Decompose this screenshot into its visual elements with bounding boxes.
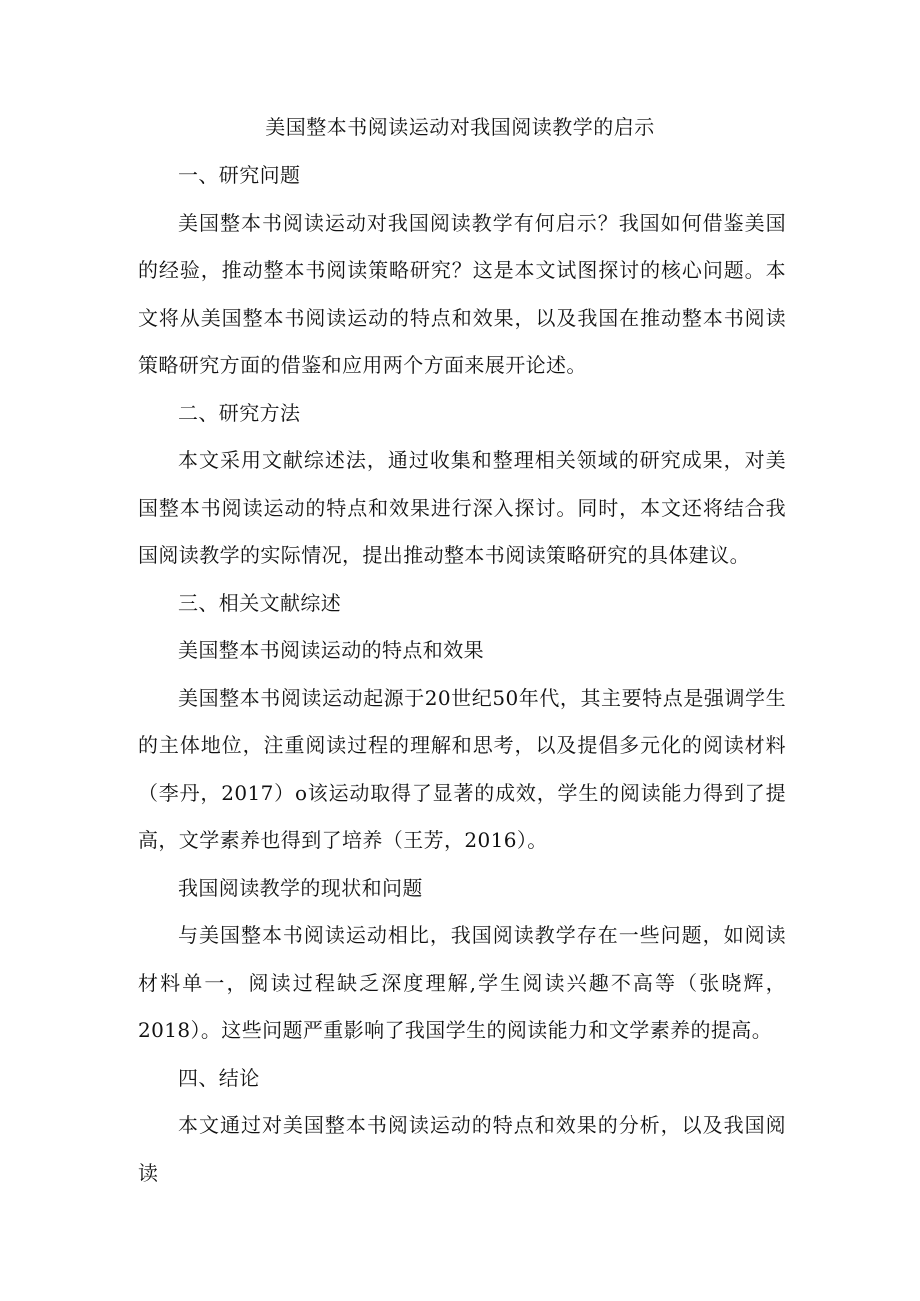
subheading-china-status: 我国阅读教学的现状和问题 — [178, 875, 423, 900]
paragraph-us-movement: 美国整本书阅读运动起源于20世纪50年代，其主要特点是强调学生的主体地位，注重阅读过程的理解和思考，以及提倡多元化的阅读材料（李丹，2017）o该运动取得了显著的成效，学生的阅读能力得到了提高，文学素养也得到了培养（王芳，2016）。 — [138, 685, 786, 852]
section-heading-conclusion: 四、结论 — [178, 1065, 260, 1090]
subheading-us-movement: 美国整本书阅读运动的特点和效果 — [178, 638, 484, 662]
paragraph-china-status: 与美国整本书阅读运动相比，我国阅读教学存在一些问题，如阅读材料单一，阅读过程缺乏深度理解,学生阅读兴趣不高等（张晓辉，2018）。这些问题严重影响了我国学生的阅读能力和文学素养的提高。 — [138, 923, 786, 1042]
section-heading-research-method: 二、研究方法 — [178, 400, 301, 425]
section-heading-research-question: 一、研究问题 — [178, 163, 301, 187]
paragraph-conclusion: 本文通过对美国整本书阅读运动的特点和效果的分析，以及我国阅读 — [138, 1113, 786, 1185]
paragraph-research-question: 美国整本书阅读运动对我国阅读教学有何启示？我国如何借鉴美国的经验，推动整本书阅读策略研究？这是本文试图探讨的核心问题。本文将从美国整本书阅读运动的特点和效果，以及我国在推动整本书阅读策略研究方面的借鉴和应用两个方面来展开论述。 — [138, 210, 786, 377]
paragraph-research-method: 本文采用文献综述法，通过收集和整理相关领域的研究成果，对美国整本书阅读运动的特点和效果进行深入探讨。同时，本文还将结合我国阅读教学的实际情况，提出推动整本书阅读策略研究的具体建议。 — [138, 448, 786, 567]
document-title: 美国整本书阅读运动对我国阅读教学的启示 — [265, 115, 655, 139]
document-body — [138, 152, 786, 1197]
section-heading-literature-review: 三、相关文献综述 — [178, 590, 342, 615]
